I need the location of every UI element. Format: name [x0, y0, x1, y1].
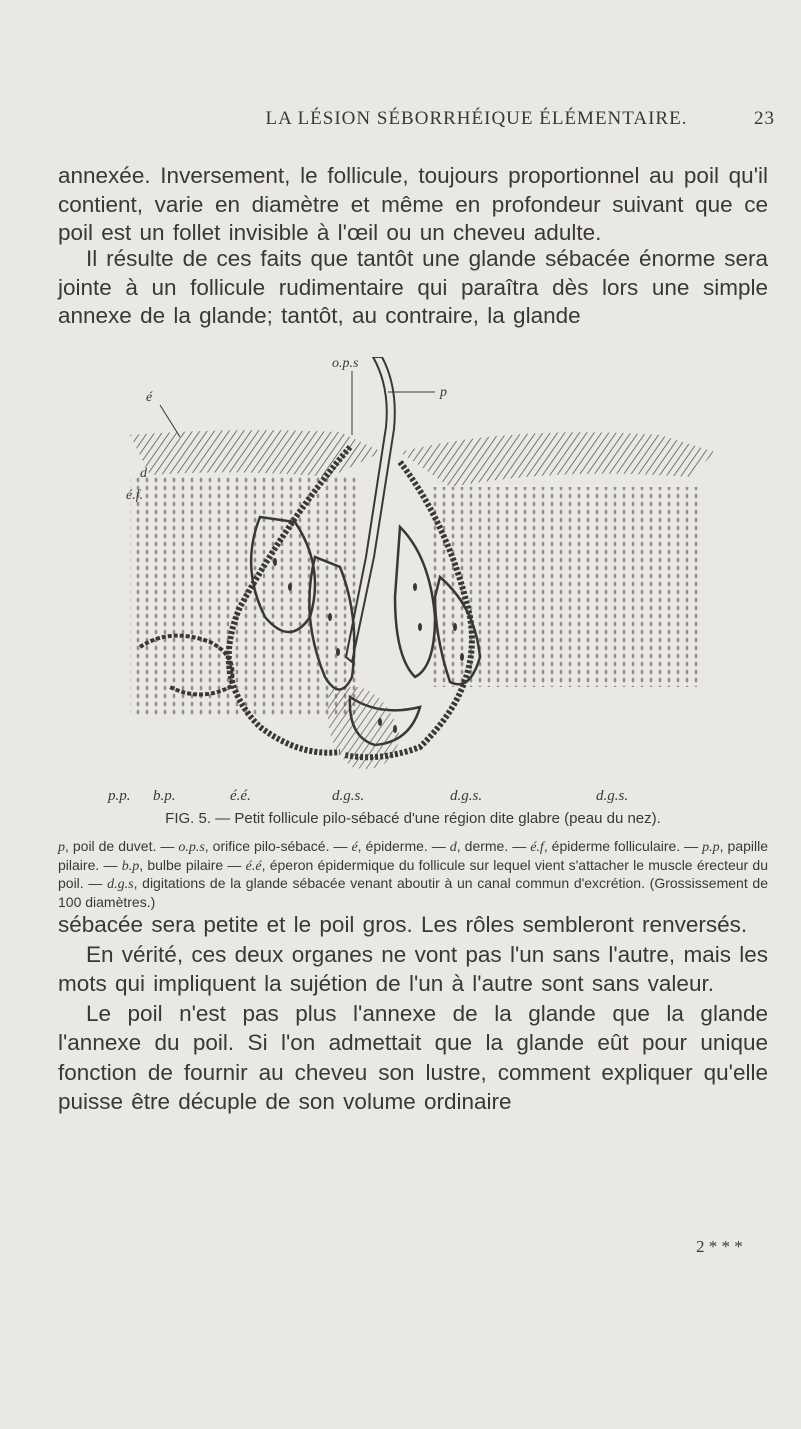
paragraph-1: annexée. Inversement, le follicule, toujours proportionnel au poil qu'il contient, varie en diamètre et même en profondeur suivant que ce poil est un follet invisible à l'œil ou un cheveu adulte.: [58, 163, 768, 245]
follicle-illustration: [90, 357, 730, 787]
legend-text: , digitations de la glande sébacée venant aboutir à un canal commun d'excrétion. (Grossissement de 100 diamètres.): [58, 875, 768, 910]
running-header: [58, 108, 775, 138]
fig-label-dgs-3: d.g.s.: [596, 788, 629, 804]
legend-text: , derme. —: [456, 838, 531, 854]
legend-text: , bulbe pilaire —: [139, 856, 246, 873]
legend-text: , poil de duvet. —: [65, 838, 179, 854]
legend-abbr: d: [449, 840, 457, 855]
legend-abbr: é.f: [530, 840, 544, 855]
fig-label-dgs-1: d.g.s.: [332, 788, 365, 804]
fig-label-dgs-2: d.g.s.: [450, 788, 483, 804]
legend-abbr: é: [351, 840, 358, 855]
legend-text: , épiderme. —: [357, 838, 450, 854]
legend-abbr: b.p: [121, 858, 140, 874]
hair-bulb: [328, 687, 400, 769]
fig-label-ee: é.é.: [230, 788, 251, 804]
label-ef: é.f.: [126, 488, 144, 503]
body-paragraph-2: En vérité, ces deux organes ne vont pas l'un sans l'autre, mais les mots qui impliquent la sujétion de l'un à l'autre sont sans valeur.: [58, 941, 768, 996]
legend-abbr: o.p.s: [178, 840, 205, 855]
fig-label-pp: p.p.: [108, 788, 131, 804]
label-e: é: [146, 390, 153, 405]
figure-caption-title: FIG. 5. — Petit follicule pilo-sébacé d'une région dite glabre (peau du nez).: [165, 810, 661, 827]
body-paragraph-1: sébacée sera petite et le poil gros. Les rôles sembleront renversés.: [58, 912, 748, 937]
label-ops: o.p.s: [332, 357, 359, 371]
legend-text: , papille pilaire. —: [58, 838, 769, 873]
dermis-left: [130, 477, 360, 717]
legend-text: , orifice pilo-sébacé. —: [204, 838, 352, 854]
figure-legend: [58, 838, 768, 911]
running-title: LA LÉSION SÉBORRHÉIQUE ÉLÉMENTAIRE.: [265, 108, 688, 129]
signature-mark: 2 * * *: [696, 1237, 743, 1256]
histology-figure: [90, 357, 730, 787]
legend-abbr: p: [58, 840, 65, 855]
body-text: [58, 910, 768, 1117]
page-number: 23: [754, 108, 775, 129]
legend-abbr: é.é: [245, 858, 262, 874]
paragraph-2: Il résulte de ces faits que tantôt une glande sébacée énorme sera jointe à un follicule rudimentaire qui paraîtra dès lors une simple annexe de la glande; tantôt, au contraire, la glande: [58, 246, 768, 328]
legend-text: , épiderme folliculaire. —: [543, 838, 703, 854]
legend-abbr: d.g.s: [107, 877, 134, 892]
label-d: d: [140, 466, 147, 481]
fig-label-bp: b.p.: [153, 788, 176, 804]
label-p: p: [440, 385, 447, 400]
body-paragraph-3: Le poil n'est pas plus l'annexe de la glande que la glande l'annexe du poil. Si l'on admettait que la glande eût pour unique fonction de fournir au cheveu son lustre, comment expliquer qu'elle puisse être décuple de son volume ordinaire: [58, 1000, 768, 1114]
legend-abbr: p.p: [702, 840, 720, 855]
epidermis-left: [130, 430, 382, 477]
legend-text: , éperon épidermique du follicule sur lequel vient s'attacher le muscle érecteur du poil. —: [58, 856, 768, 891]
epidermis-right: [400, 432, 715, 487]
